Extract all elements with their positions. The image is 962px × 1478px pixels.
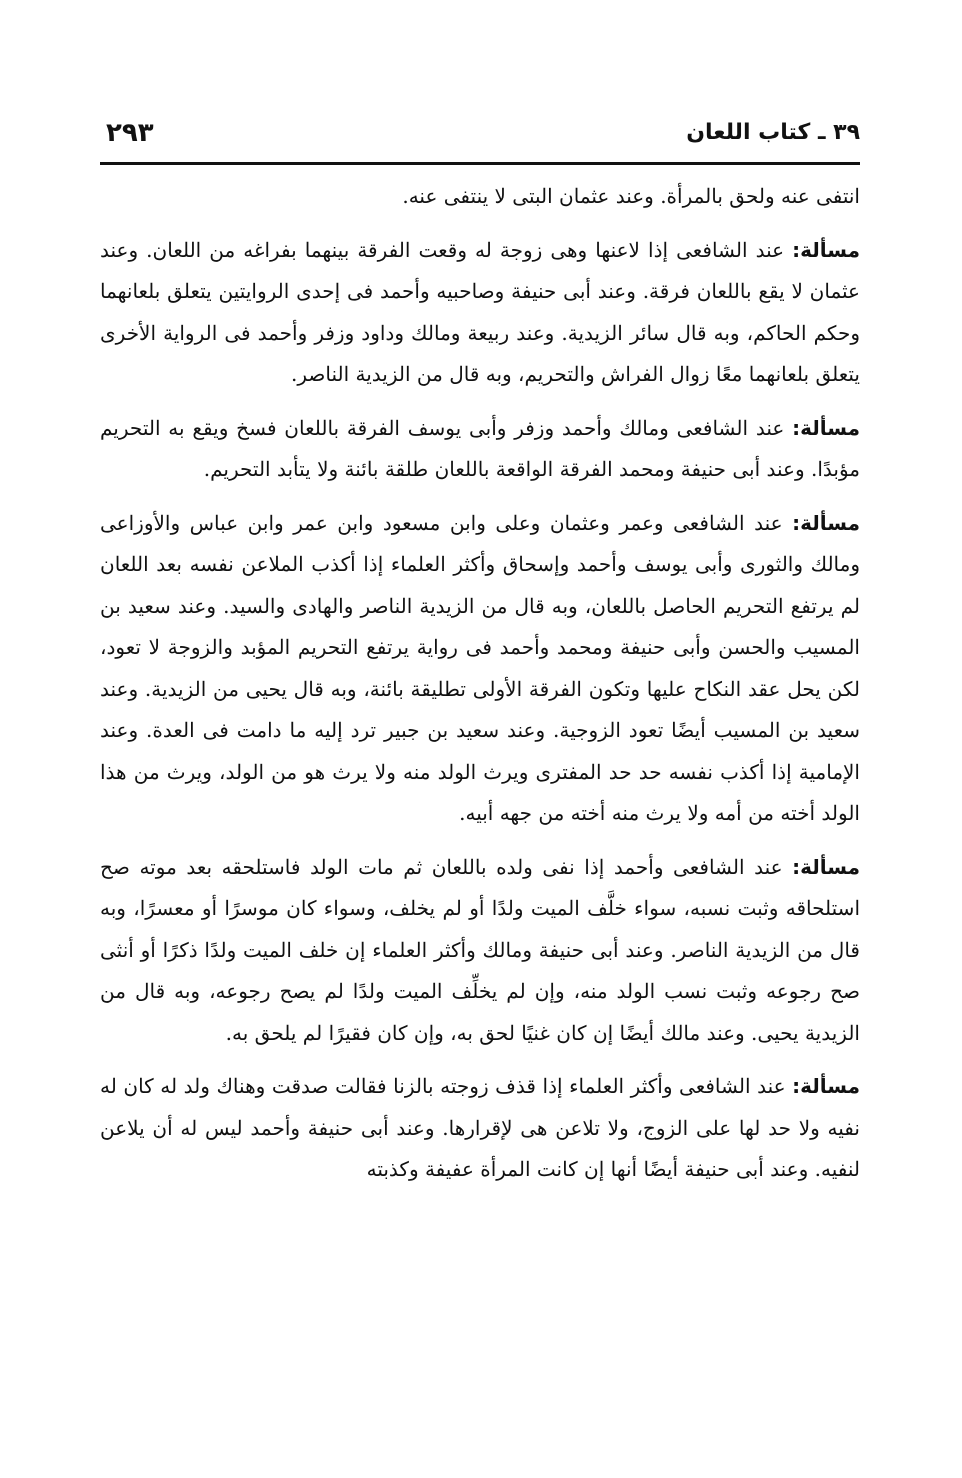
paragraph-text: عند الشافعى وأكثر العلماء إذا قذف زوجته بالزنا فقالت صدقت وهناك ولد له كان له نفيه ولا حد لها على الزوج، ولا تلاعن هى لإقرارها. وعند أبى حنيفة وأحمد ليس له أن يلاعن لنفيه. وعند أبى حنيفة أيضًا أنها إن كانت المرأة عفيفة وكذبته: [100, 1074, 860, 1181]
issue-label: مسألة:: [792, 1074, 860, 1098]
issue-label: مسألة:: [792, 415, 860, 440]
paragraph-mas-ala-1: [100, 230, 860, 396]
page-number: ٢٩٣: [106, 118, 154, 148]
page-header: [100, 118, 860, 165]
issue-label: مسألة:: [792, 854, 860, 879]
paragraph-mas-ala-5: [100, 1066, 860, 1191]
paragraph-text: عند الشافعى وأحمد إذا نفى ولده باللعان ثم مات الولد فاستلحقه بعد موته صح استلحاقه وثبت نسبه، سواء خلَّف الميت ولدًا أو لم يخلف، وسواء كان موسرًا أو معسرًا، وبه قال من الزيدية الناصر. وعند أبى حنيفة ومالك وأكثر العلماء إن خلف الميت ولدًا ذكرًا أو أنثى صح رجوعه وثبت نسب الولد منه، وإن لم يخلِّف الميت ولدًا لم يصح رجوعه، وبه قال من الزيدية يحيى. وعند مالك أيضًا إن كان غنيًا لحق به، وإن كان فقيرًا لم يلحق به.: [100, 854, 860, 1045]
paragraph-mas-ala-2: [100, 408, 860, 491]
paragraph-text: عند الشافعى وعمر وعثمان وعلى وابن مسعود وابن عمر وابن عباس والأوزاعى ومالك والثورى وأبى يوسف وأحمد وإسحاق وأكثر العلماء إذا أكذب الملاعن نفسه بعد اللعان لم يرتفع التحريم الحاصل باللعان، وبه قال من الزيدية الناصر والهادى والسيد. وعند سعيد بن المسيب والحسن وأبى حنيفة ومحمد وأحمد فى رواية يرتفع التحريم المؤبد والزوجة لا تعود، لكن يحل عقد النكاح عليها وتكون الفرقة الأولى تطليقة بائنة، وبه قال يحيى من الزيدية. وعند سعيد بن المسيب أيضًا تعود الزوجية. وعند سعيد بن جبير ترد إليه ما دامت فى العدة. وعند الإمامية إذا أكذب نفسه حد حد المفترى ويرث الولد منه ولا يرث هو من الولد، ويرث من هذا الولد أخته من أمه ولا يرث منه أخته من جهه أبيه.: [100, 510, 860, 825]
paragraph-mas-ala-4: [100, 847, 860, 1055]
paragraph-text: عند الشافعى إذا لاعنها وهى زوجة له وقعت الفرقة بينهما بفراغه من اللعان. وعند عثمان لا يقع باللعان فرقة. وعند أبى حنيفة وصاحبيه وأحمد فى إحدى الروايتين يتعلق بلعانهما وحكم الحاكم، وبه قال سائر الزيدية. وعند ربيعة ومالك وداود وزفر وأحمد فى الرواية الأخرى يتعلق بلعانهما معًا زوال الفراش والتحريم، وبه قال من الزيدية الناصر.: [100, 237, 860, 386]
paragraph-text: عند الشافعى ومالك وأحمد وزفر وأبى يوسف الفرقة باللعان فسخ ويقع به التحريم مؤبدًا. وعند أبى حنيفة ومحمد الفرقة الواقعة باللعان طلقة بائنة ولا يتأبد التحريم.: [100, 415, 860, 481]
issue-label: مسألة:: [792, 237, 860, 262]
running-title: ٣٩ ـ كتاب اللعان: [686, 120, 860, 145]
paragraph-continuation: [100, 176, 860, 218]
paragraph-mas-ala-3: [100, 503, 860, 835]
paragraph-text: انتفى عنه ولحق بالمرأة. وعند عثمان البتى لا ينتفى عنه.: [402, 184, 860, 208]
body-text: [100, 176, 860, 1203]
issue-label: مسألة:: [792, 510, 860, 535]
